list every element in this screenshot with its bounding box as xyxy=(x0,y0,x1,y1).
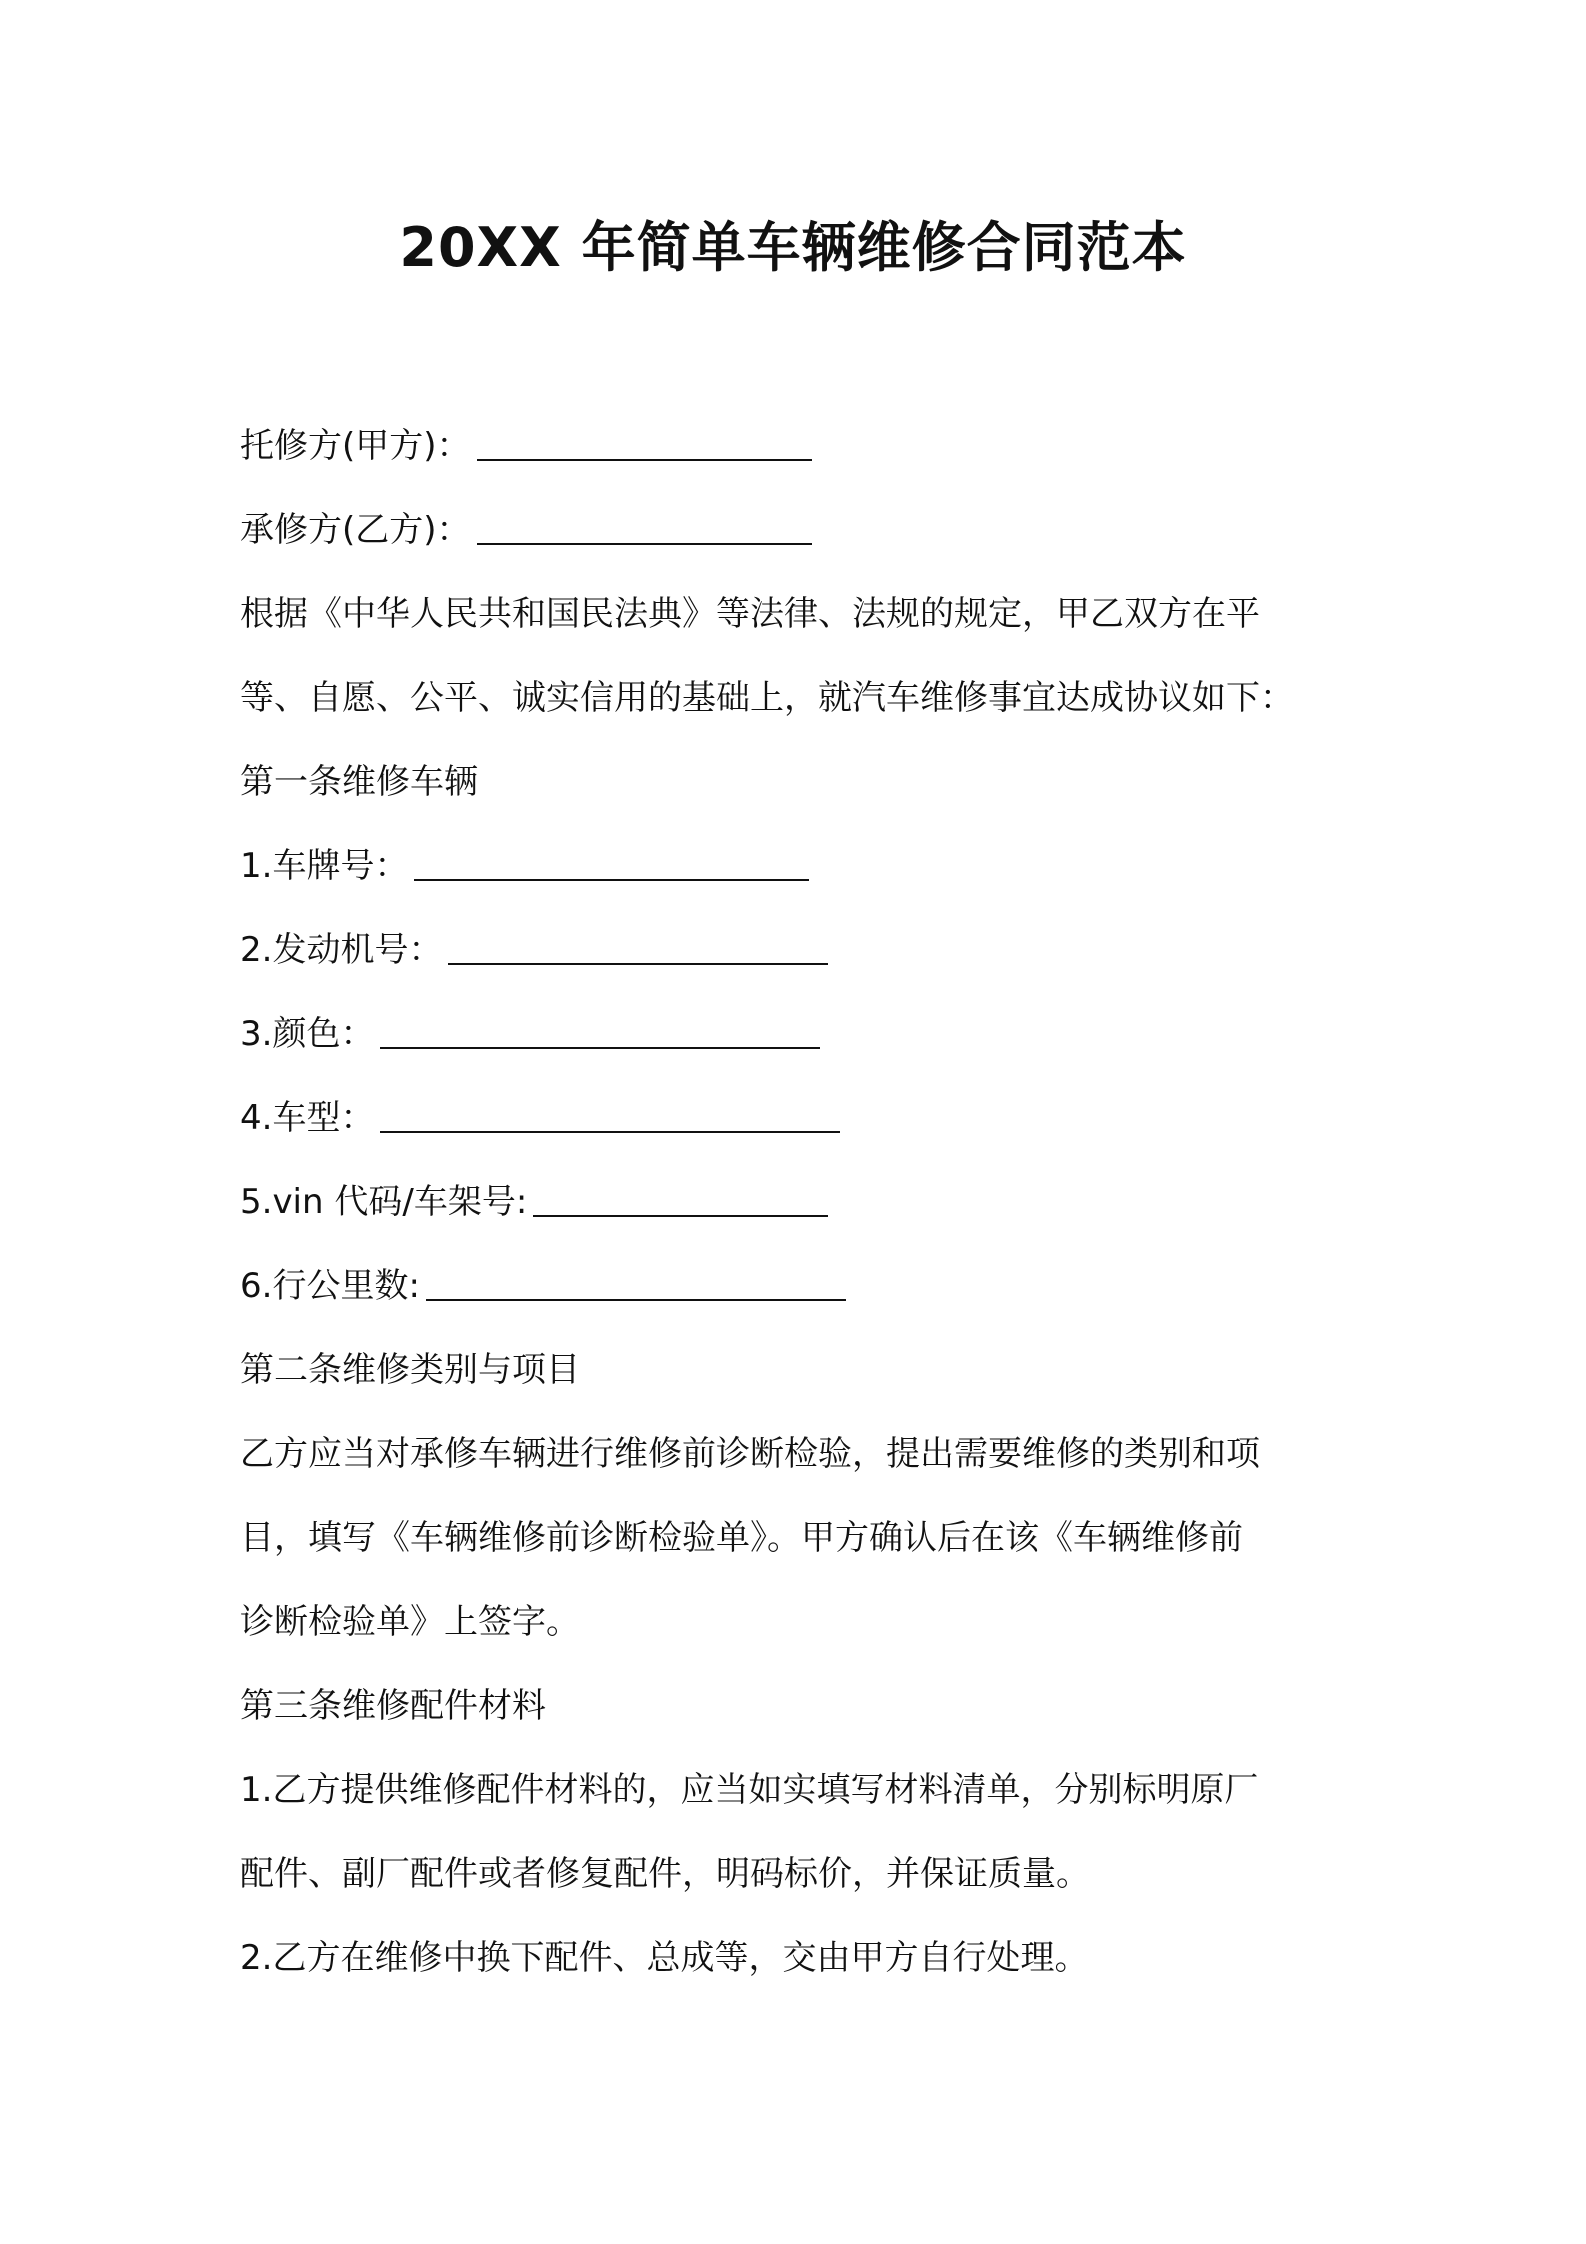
party-a-label: 托修方(甲方)： xyxy=(240,426,471,466)
engine-number-label: 2.发动机号： xyxy=(240,930,443,970)
plate-number-label: 1.车牌号： xyxy=(240,846,409,886)
engine-number-line xyxy=(240,908,1360,992)
document-title: 20XX 年简单车辆维修合同范本 xyxy=(399,216,1187,279)
party-b-label: 承修方(乙方)： xyxy=(240,510,471,550)
color-label: 3.颜色： xyxy=(240,1014,375,1054)
paragraph-line: 1.乙方提供维修配件材料的，应当如实填写材料清单，分别标明原厂 xyxy=(240,1770,1259,1810)
party-b-blank[interactable] xyxy=(477,503,812,545)
party-b-line xyxy=(240,488,1360,572)
paragraph-line: 2.乙方在维修中换下配件、总成等，交由甲方自行处理。 xyxy=(240,1938,1089,1978)
vin-blank[interactable] xyxy=(533,1175,828,1217)
plate-number-line xyxy=(240,824,1360,908)
paragraph-line: 目，填写《车辆维修前诊断检验单》。甲方确认后在该《车辆维修前 xyxy=(240,1518,1243,1558)
paragraph-line: 乙方应当对承修车辆进行维修前诊断检验，提出需要维修的类别和项 xyxy=(240,1434,1260,1474)
paragraph-line: 等、自愿、公平、诚实信用的基础上，就汽车维修事宜达成协议如下： xyxy=(240,678,1294,718)
plate-number-blank[interactable] xyxy=(414,839,809,881)
color-blank[interactable] xyxy=(380,1007,820,1049)
paragraph-line: 诊断检验单》上签字。 xyxy=(240,1602,580,1642)
engine-number-blank[interactable] xyxy=(448,923,828,965)
section-heading: 第三条维修配件材料 xyxy=(240,1686,546,1726)
model-label: 4.车型： xyxy=(240,1098,375,1138)
document-body xyxy=(240,404,1360,2000)
paragraph-line: 配件、副厂配件或者修复配件，明码标价，并保证质量。 xyxy=(240,1854,1090,1894)
mileage-label: 6.行公里数: xyxy=(240,1266,420,1306)
section-heading: 第二条维修类别与项目 xyxy=(240,1350,580,1390)
mileage-blank[interactable] xyxy=(426,1259,846,1301)
vin-line xyxy=(240,1160,1360,1244)
model-blank[interactable] xyxy=(380,1091,840,1133)
vin-label: 5.vin 代码/车架号: xyxy=(240,1182,528,1222)
color-line xyxy=(240,992,1360,1076)
mileage-line xyxy=(240,1244,1360,1328)
section-heading: 第一条维修车辆 xyxy=(240,762,478,802)
paragraph-line: 根据《中华人民共和国民法典》等法律、法规的规定，甲乙双方在平 xyxy=(240,594,1260,634)
model-line xyxy=(240,1076,1360,1160)
party-a-line xyxy=(240,404,1360,488)
party-a-blank[interactable] xyxy=(477,419,812,461)
